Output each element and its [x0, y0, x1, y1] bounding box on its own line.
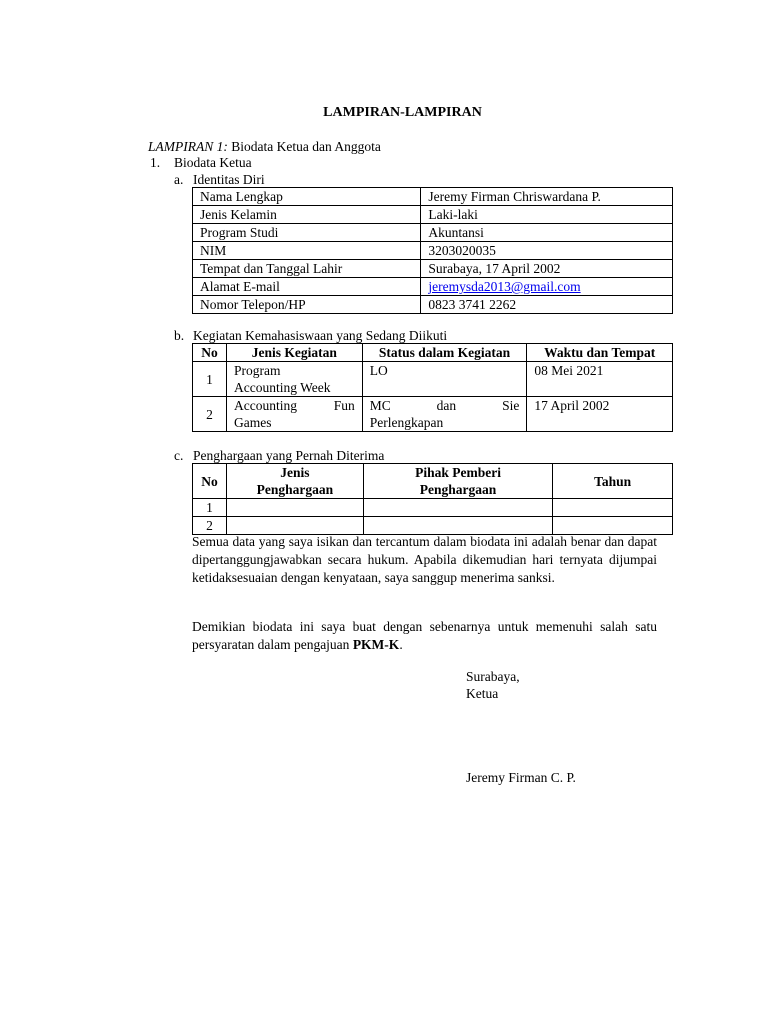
status-line: LO [369, 363, 388, 378]
table-row [193, 517, 673, 535]
col-header: Tahun [553, 464, 673, 499]
empty-cell [226, 517, 363, 535]
statement-text: Demikian biodata ini saya buat dengan sebenarnya untuk memenuhi salah satu persyaratan dalam pengajuan [192, 619, 657, 652]
empty-cell [553, 517, 673, 535]
table-row [193, 499, 673, 517]
jenis-line: Accounting Week [233, 380, 331, 395]
empty-cell [363, 517, 553, 535]
page-title: LAMPIRAN-LAMPIRAN [323, 105, 482, 120]
penghargaan-letter: c. [174, 448, 184, 463]
identitas-label: Identitas Diri [193, 172, 265, 187]
header-line: Penghargaan [419, 482, 497, 497]
table-row [193, 188, 673, 206]
waktu-tempat: 08 Mei 2021 [527, 362, 673, 397]
col-header [363, 464, 553, 499]
signature-name: Jeremy Firman C. P. [466, 770, 576, 785]
table-row [193, 397, 673, 432]
table-row [193, 296, 673, 314]
row-number: 2 [193, 397, 227, 432]
table-header-row [193, 464, 673, 499]
email-link[interactable]: jeremysda2013@gmail.com [428, 279, 581, 294]
table-row [193, 362, 673, 397]
field-label: Program Studi [193, 224, 421, 242]
field-value: 3203020035 [421, 242, 673, 260]
row-number: 1 [193, 362, 227, 397]
status-line: MC dan Sie [369, 398, 520, 413]
col-header: Status dalam Kegiatan [362, 344, 527, 362]
table-row [193, 278, 673, 296]
field-value: Laki-laki [421, 206, 673, 224]
empty-cell [226, 499, 363, 517]
empty-cell [553, 499, 673, 517]
lampiran-label: LAMPIRAN 1: [148, 139, 228, 154]
jenis-line: Accounting Fun [233, 398, 355, 413]
status-line: Perlengkapan [369, 415, 444, 430]
kegiatan-label: Kegiatan Kemahasiswaan yang Sedang Diikuti [193, 328, 448, 343]
status-kegiatan [362, 362, 527, 397]
section-label: Biodata Ketua [174, 155, 252, 170]
header-line: Pihak Pemberi [415, 465, 501, 480]
jenis-line: Program [233, 363, 281, 378]
col-header [226, 464, 363, 499]
field-label: Tempat dan Tanggal Lahir [193, 260, 421, 278]
jenis-kegiatan [226, 362, 362, 397]
field-label: Jenis Kelamin [193, 206, 421, 224]
lampiran-heading [148, 138, 381, 155]
kegiatan-table [192, 343, 673, 432]
header-line: Penghargaan [256, 482, 334, 497]
kegiatan-letter: b. [174, 328, 185, 343]
statement-end: . [399, 637, 403, 652]
col-header: No [193, 464, 227, 499]
identitas-letter: a. [174, 172, 184, 187]
row-number: 2 [193, 517, 227, 535]
field-value: Akuntansi [421, 224, 673, 242]
table-row [193, 260, 673, 278]
identitas-table [192, 187, 673, 314]
field-value: Surabaya, 17 April 2002 [421, 260, 673, 278]
program-name: PKM-K [352, 637, 400, 652]
col-header: Jenis Kegiatan [226, 344, 362, 362]
field-label: Nomor Telepon/HP [193, 296, 421, 314]
table-row [193, 224, 673, 242]
table-row [193, 206, 673, 224]
status-kegiatan [362, 397, 527, 432]
penghargaan-table [192, 463, 673, 535]
row-number: 1 [193, 499, 227, 517]
field-value: Jeremy Firman Chriswardana P. [421, 188, 673, 206]
field-label: Alamat E-mail [193, 278, 421, 296]
waktu-tempat: 17 April 2002 [527, 397, 673, 432]
field-value [421, 278, 673, 296]
signature-role: Ketua [466, 686, 499, 701]
col-header: Waktu dan Tempat [527, 344, 673, 362]
empty-cell [363, 499, 553, 517]
statement-paragraph-2 [192, 618, 657, 654]
section-number: 1. [150, 155, 161, 170]
jenis-line: Games [233, 415, 272, 430]
table-row [193, 242, 673, 260]
penghargaan-label: Penghargaan yang Pernah Diterima [193, 448, 385, 463]
lampiran-desc: Biodata Ketua dan Anggota [231, 139, 381, 154]
jenis-kegiatan [226, 397, 362, 432]
field-label: Nama Lengkap [193, 188, 421, 206]
table-header-row [193, 344, 673, 362]
signature-city: Surabaya, [466, 669, 520, 684]
field-value: 0823 3741 2262 [421, 296, 673, 314]
statement-paragraph-1: Semua data yang saya isikan dan tercantum dalam biodata ini adalah benar dan dapat dipertanggungjawabkan secara hukum. Apabila dikemudian hari ternyata dijumpai ketidaksesuaian dengan kenyataan, saya sanggup menerima sanksi. [192, 534, 657, 585]
header-line: Jenis [280, 465, 310, 480]
field-label: NIM [193, 242, 421, 260]
col-header: No [193, 344, 227, 362]
